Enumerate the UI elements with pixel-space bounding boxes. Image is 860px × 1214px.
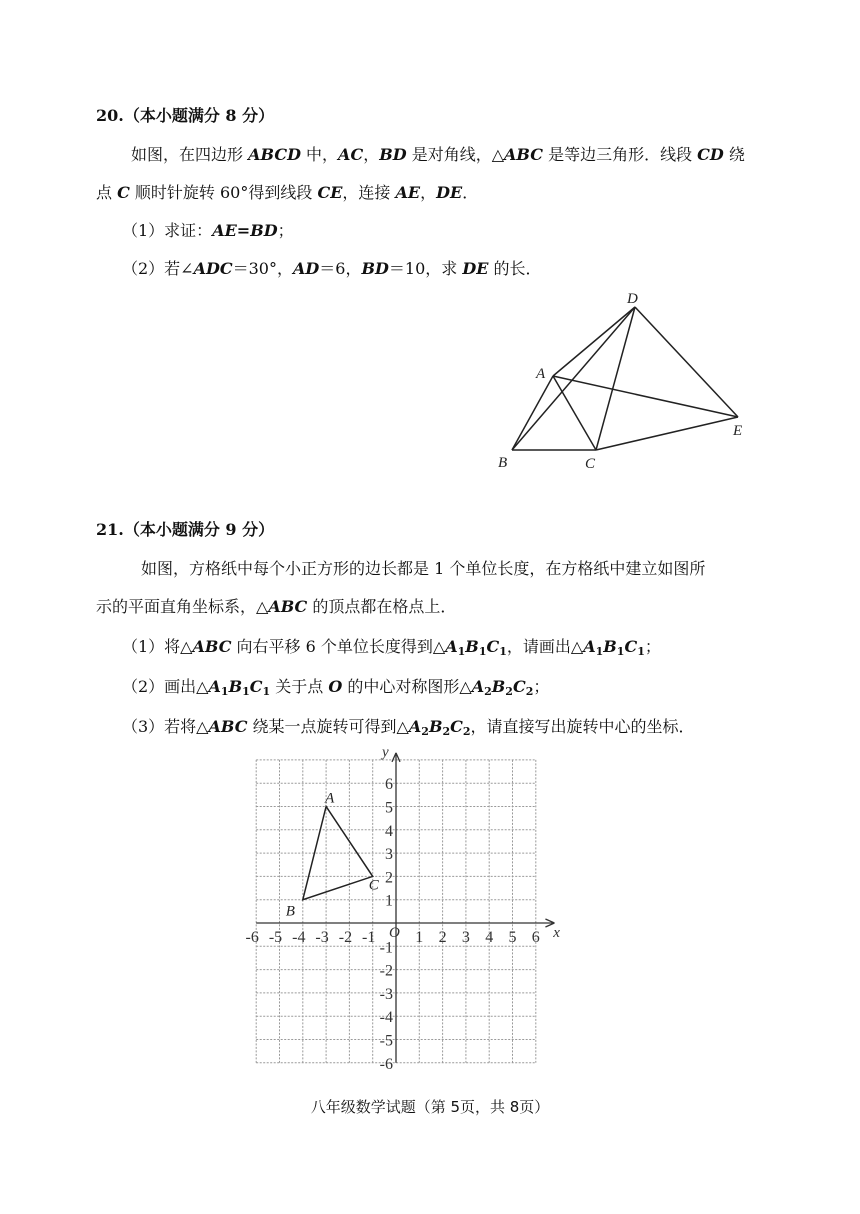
q21-coordinate-grid [245,744,580,1073]
y-tick-label: 2 [385,869,393,887]
y-tick-label: 6 [385,776,393,794]
vertex-label-c: C [368,877,379,894]
x-tick-label: -5 [268,929,283,946]
q20-header [96,106,274,126]
segment-CD [596,307,635,450]
q20-paragraph-line2: 点 C 顺时针旋转 60°得到线段 CE，连接 AE，DE． [96,183,479,202]
label-B: B [498,455,508,471]
q20-subquestion-2: （2）若∠ADC＝30°，AD＝6，BD＝10，求 DE 的长． [122,259,542,278]
segment-AE [553,376,738,417]
x-tick-label: -3 [315,929,329,946]
q20-number: 20. [96,106,124,125]
page-footer: 八年级数学试题（第 5页，共 8页） [310,1098,550,1116]
segment-AC [553,376,596,450]
x-tick-label: -1 [362,929,376,946]
q21-score: （本小题满分 9 分） [123,520,275,539]
q20-quadrilateral-figure [490,285,770,480]
q21-subquestion-1: （1）将△ABC 向右平移 6 个单位长度得到$\triangle A_1B_1C_1$，请画出$\triangle A_1B_1C_1$； [122,637,661,658]
y-tick-label: 1 [385,892,393,910]
label-C: C [585,456,596,472]
label-A: A [536,366,546,382]
x-axis-label: x [553,925,560,941]
label-D: D [627,291,638,307]
y-tick-label: 3 [385,846,393,864]
segment-CE [596,417,738,450]
x-tick-label: 3 [461,929,470,946]
vertex-label-b: B [285,903,295,920]
segment-AD [553,307,635,376]
segment-BD [512,307,635,450]
q21-paragraph-line1: 如图，方格纸中每个小正方形的边长都是 1 个单位长度，在方格纸中建立如图所 [141,559,706,578]
y-tick-label: -4 [379,1009,393,1027]
x-tick-label: 4 [485,929,494,946]
y-tick-label: 5 [385,799,393,817]
x-tick-label: 1 [415,929,424,946]
x-tick-label: -4 [292,929,306,946]
y-axis-label: y [382,744,389,761]
q21-subquestion-2: （2）画出$\triangle A_1B_1C_1$ 关于点 O 的中心对称图形$\triangle A_2B_2C_2$； [122,677,550,698]
segment-DE [635,307,738,417]
vertex-label-a: A [325,790,335,807]
x-tick-label: 2 [438,929,447,946]
y-tick-label: -2 [379,962,393,980]
q20-subquestion-1: （1）求证：AE=BD； [122,221,294,240]
q21-subquestion-3: （3）若将△ABC 绕某一点旋转可得到$\triangle A_2B_2C_2$，请直接写出旋转中心的坐标． [122,717,695,738]
y-tick-label: 4 [385,822,393,840]
y-tick-label: -1 [379,939,393,957]
y-tick-label: -5 [379,1032,393,1050]
q21-number: 21. [96,520,124,539]
x-tick-label: 5 [508,929,517,946]
y-tick-label: -6 [379,1055,393,1073]
axes [256,744,560,1062]
y-tick-label: -3 [379,985,393,1003]
triangle-abc [286,791,380,920]
x-tick-label: 6 [531,929,540,946]
q21-header [96,520,274,540]
segment-AB [512,376,553,450]
origin-label: O [389,925,400,941]
q20-score: （本小题满分 8 分） [123,106,275,125]
x-tick-label: -2 [338,929,353,946]
q20-paragraph-line1: 如图，在四边形 ABCD 中，AC，BD 是对角线，△ABC 是等边三角形．线段 CD 绕 [131,145,745,164]
label-E: E [733,423,743,439]
x-tick-label: -6 [245,929,259,946]
q21-paragraph-line2: 示的平面直角坐标系，△ABC 的顶点都在格点上． [96,597,457,616]
